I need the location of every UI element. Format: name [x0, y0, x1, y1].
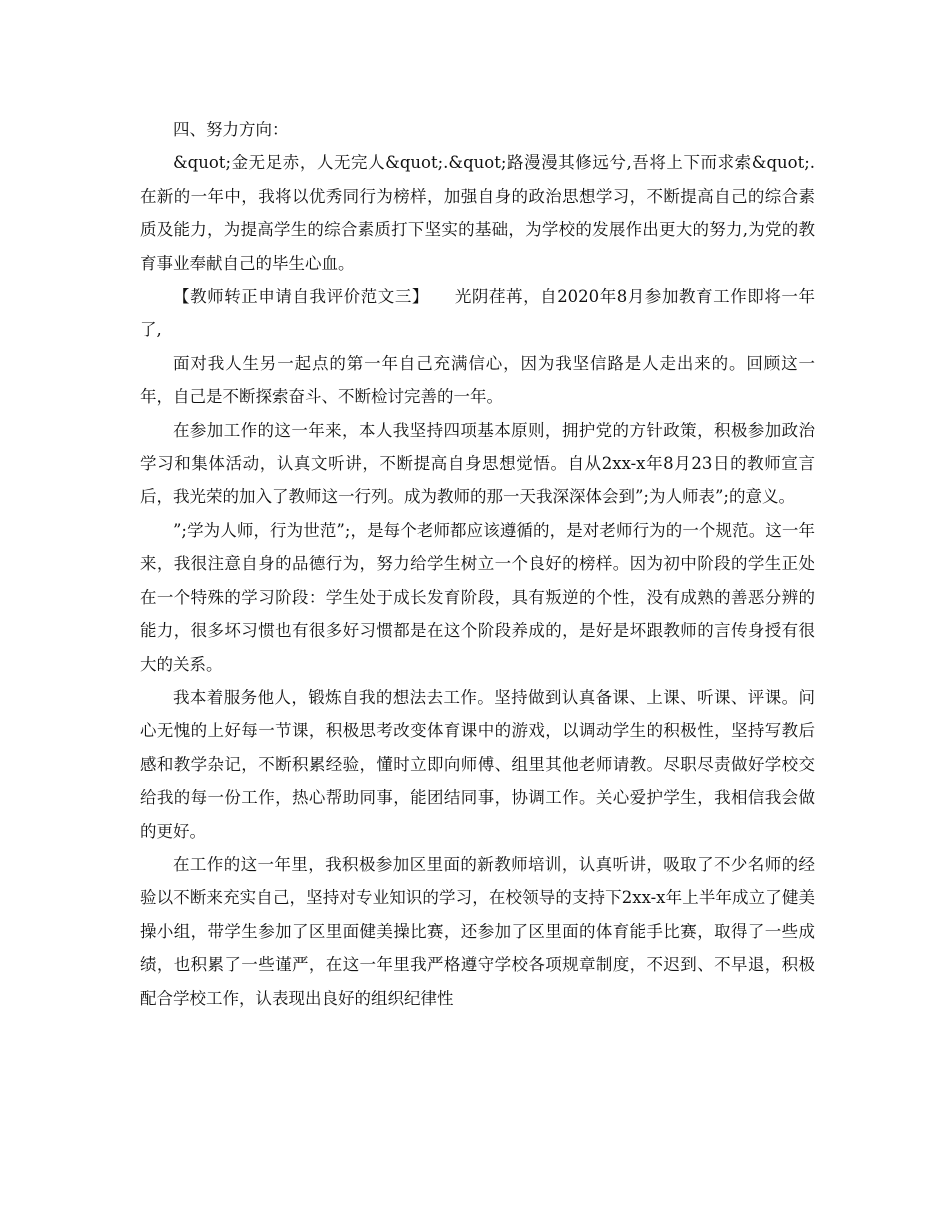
paragraph: 在参加工作的这一年来，本人我坚持四项基本原则，拥护党的方针政策，积极参加政治学习和集体活动，认真文听讲，不断提高自身思想觉悟。自从2xx-x年8月23日的教师宣言后，我光荣的加入了教师这一行列。成为教师的那一天我深深体会到”;为人师表”;的意义。: [140, 420, 815, 507]
paragraph: 面对我人生另一起点的第一年自己充满信心，因为我坚信路是人走出来的。回顾这一年，自己是不断探索奋斗、不断检讨完善的一年。: [140, 353, 815, 407]
paragraph: &quot;金无足赤，人无完人&quot;.&quot;路漫漫其修远兮,吾将上下而求索&quot;. 在新的一年中，我将以优秀同行为榜样，加强自身的政治思想学习，不断提高自己的综合素质及能力，为提高学生的综合素质打下坚实的基础，为学校的发展作出更大的努力,为党的教育事业奉献自己的毕生心血。: [140, 153, 815, 273]
paragraph: ”;学为人师，行为世范”;，是每个老师都应该遵循的，是对老师行为的一个规范。这一年来，我很注意自身的品德行为，努力给学生树立一个良好的榜样。因为初中阶段的学生正处在一个特殊的学习阶段：学生处于成长发育阶段，具有叛逆的个性，没有成熟的善恶分辨的能力，很多坏习惯也有很多好习惯都是在这个阶段养成的，是好是坏跟教师的言传身授有很大的关系。: [140, 520, 815, 674]
paragraph: 在工作的这一年里，我积极参加区里面的新教师培训，认真听讲，吸取了不少名师的经验以不断来充实自己，坚持对专业知识的学习，在校领导的支持下2xx-x年上半年成立了健美操小组，带学生参加了区里面健美操比赛，还参加了区里面的体育能手比赛，取得了一些成绩，也积累了一些谨严，在这一年里我严格遵守学校各项规章制度，不迟到、不早退，积极配合学校工作，认表现出良好的组织纪律性: [140, 854, 815, 1008]
paragraph-heading-effort-direction: 四、努力方向：: [173, 120, 289, 139]
document-body: [140, 113, 815, 1015]
paragraph-section-title: 【教师转正申请自我评价范文三】 光阴荏苒，自2020年8月参加教育工作即将一年了,: [140, 287, 815, 340]
paragraph: 我本着服务他人，锻炼自我的想法去工作。坚持做到认真备课、上课、听课、评课。问心无愧的上好每一节课，积极思考改变体育课中的游戏，以调动学生的积极性，坚持写教后感和教学杂记，不断积累经验，懂时立即向师傅、组里其他老师请教。尽职尽责做好学校交给我的每一份工作，热心帮助同事，能团结同事，协调工作。关心爱护学生，我相信我会做的更好。: [140, 687, 815, 841]
